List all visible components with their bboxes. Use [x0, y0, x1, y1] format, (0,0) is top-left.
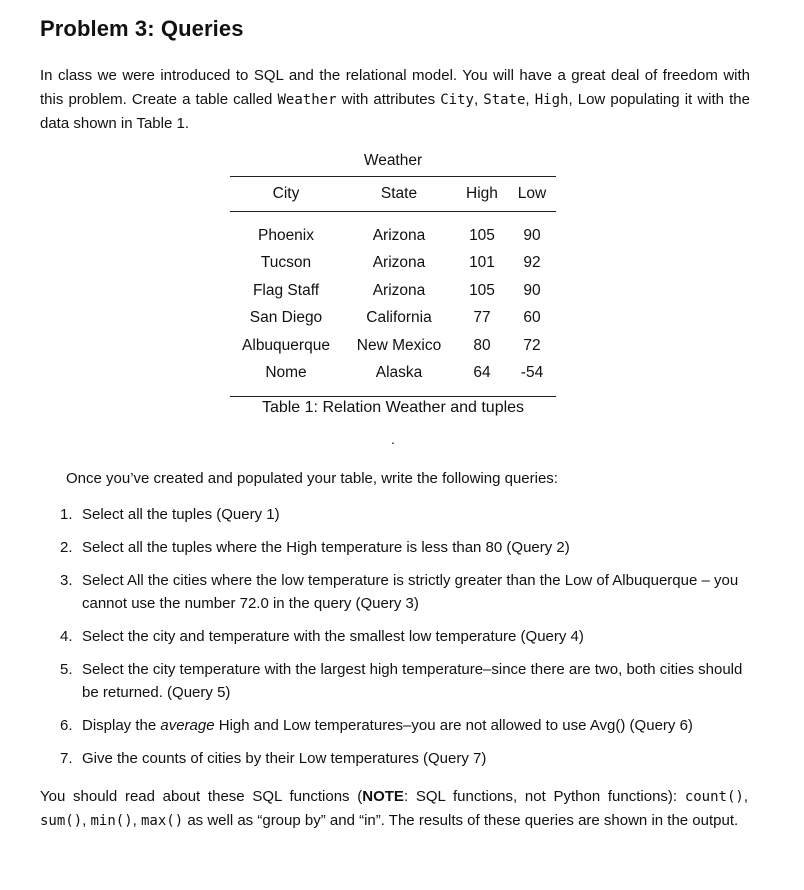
code-sum: sum()	[40, 813, 83, 829]
list-item	[60, 714, 750, 737]
item-text: Give the counts of cities by their Low temperatures (Query 7)	[82, 750, 487, 767]
cell-city: Flag Staff	[252, 281, 320, 299]
cell-state: New Mexico	[356, 336, 442, 354]
header-high: High	[466, 185, 498, 202]
item-text-pre: Display the	[82, 717, 161, 734]
list-item	[60, 747, 750, 770]
code-table-name: Weather	[277, 92, 337, 108]
header-state: State	[380, 185, 418, 202]
cell-low: 60	[523, 309, 541, 327]
cell-low: 92	[523, 254, 541, 272]
list-item	[60, 658, 750, 704]
code-attr-state: State	[483, 92, 526, 108]
list-item	[60, 536, 750, 559]
table-row	[230, 305, 556, 333]
item-text-emphasis: average	[160, 717, 215, 734]
cell-high: 105	[469, 226, 495, 244]
table-row	[230, 250, 556, 278]
intro-text-2: with attributes	[336, 91, 441, 108]
outro-text-3: as well as “group by” and “in”. The results of these queries are shown in the output.	[183, 812, 739, 829]
code-attr-high: High	[534, 92, 569, 108]
separator: ,	[473, 91, 484, 108]
item-number: 7.	[60, 750, 73, 767]
intro-paragraph	[40, 64, 750, 136]
code-count: count()	[684, 789, 744, 805]
list-item	[60, 569, 750, 615]
cell-low: 90	[523, 226, 541, 244]
intro-text-1: In class we were introduced to SQL and the relational model. You will have a great deal of freedom with this problem. Create a table called	[40, 67, 750, 108]
separator: ,	[568, 91, 578, 108]
cell-state: California	[366, 309, 432, 327]
item-text: Select All the cities where the low temperature is strictly greater than the Low of Albuquerque – you cannot use the number 72.0 in the query (Query 3)	[82, 572, 739, 612]
outro-paragraph	[40, 785, 748, 833]
table-row	[230, 212, 556, 250]
item-text-post: High and Low temperatures–you are not allowed to use Avg() (Query 6)	[214, 717, 693, 734]
intro-text-3: populating it with the data shown in Table 1.	[40, 91, 750, 132]
item-number: 2.	[60, 539, 73, 556]
header-city: City	[272, 185, 300, 202]
stray-dot: .	[391, 431, 395, 447]
separator: ,	[82, 812, 91, 829]
separator: ,	[525, 91, 535, 108]
header-low: Low	[517, 185, 547, 202]
item-number: 1.	[60, 506, 73, 523]
table-row	[230, 360, 556, 397]
table-header-row	[230, 177, 556, 212]
separator: ,	[743, 788, 748, 805]
cell-state: Alaska	[375, 364, 423, 382]
list-item	[60, 503, 750, 526]
page-title: Problem 3: Queries	[40, 16, 244, 41]
cell-high: 101	[469, 254, 495, 272]
item-number: 3.	[60, 572, 73, 589]
item-number: 4.	[60, 628, 73, 645]
cell-city: Albuquerque	[242, 336, 330, 354]
cell-low: 72	[523, 336, 541, 354]
cell-high: 77	[473, 309, 491, 327]
item-text: Select all the tuples (Query 1)	[82, 506, 280, 523]
item-text: Select the city temperature with the largest high temperature–since there are two, both cities should be returned. (Query 5)	[82, 661, 743, 701]
cell-state: Arizona	[372, 226, 426, 244]
queries-list	[60, 503, 750, 780]
code-min: min()	[90, 813, 133, 829]
cell-low: -54	[520, 364, 544, 382]
cell-high: 64	[473, 364, 491, 382]
queries-lead: Once you’ve created and populated your table, write the following queries:	[66, 470, 558, 487]
separator: ,	[132, 812, 141, 829]
list-item	[60, 625, 750, 648]
note-label: NOTE	[362, 788, 404, 805]
item-text	[82, 714, 750, 737]
outro-text-1: You should read about these SQL functions (	[40, 788, 363, 805]
table-row	[230, 332, 556, 360]
cell-city: Phoenix	[257, 226, 314, 244]
table-title: Weather	[363, 152, 423, 169]
cell-state: Arizona	[372, 281, 426, 299]
cell-high: 105	[469, 281, 495, 299]
cell-low: 90	[523, 281, 541, 299]
item-number: 5.	[60, 661, 73, 678]
cell-city: San Diego	[249, 309, 323, 327]
cell-high: 80	[473, 336, 491, 354]
attr-low: Low	[577, 91, 606, 108]
cell-city: Tucson	[260, 254, 312, 272]
code-max: max()	[141, 813, 184, 829]
outro-text-2: : SQL functions, not Python functions):	[403, 788, 685, 805]
item-text: Select all the tuples where the High temperature is less than 80 (Query 2)	[82, 539, 570, 556]
table-caption: Table 1: Relation Weather and tuples	[261, 399, 525, 416]
table-row	[230, 277, 556, 305]
cell-city: Nome	[265, 364, 307, 382]
item-text: Select the city and temperature with the smallest low temperature (Query 4)	[82, 628, 584, 645]
cell-state: Arizona	[372, 254, 426, 272]
item-number: 6.	[60, 717, 73, 734]
code-attr-city: City	[440, 92, 474, 108]
weather-table	[230, 176, 556, 397]
